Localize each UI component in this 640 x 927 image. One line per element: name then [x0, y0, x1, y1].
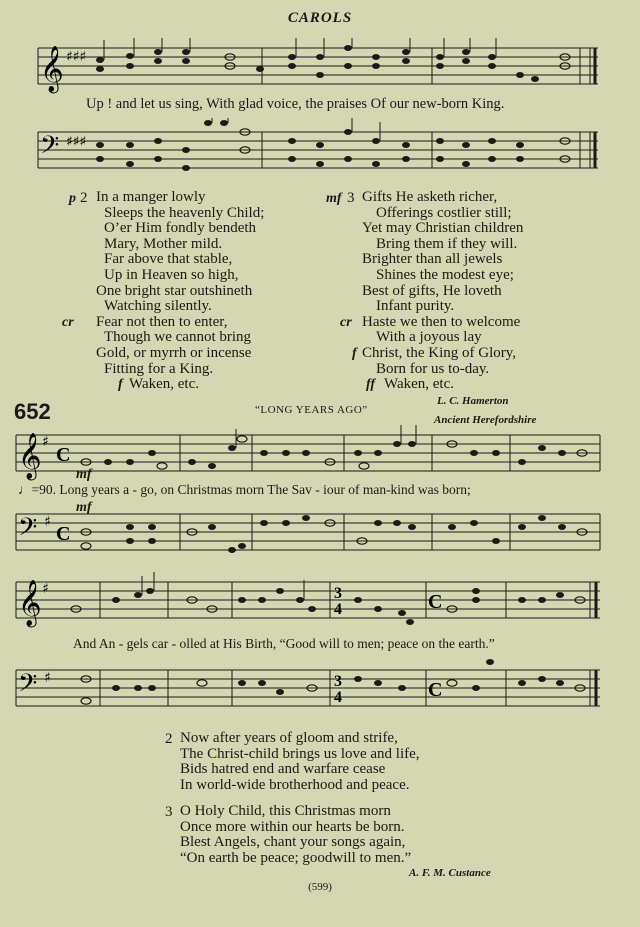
carol1-author: L. C. Hamerton [437, 395, 509, 407]
svg-text:♯: ♯ [42, 434, 49, 450]
stanza2-cr-marker: cr [62, 315, 74, 330]
stanza2-f-marker: f [118, 377, 123, 392]
tune-source: Ancient Herefordshire [434, 414, 537, 426]
verse-line: The Christ-child brings us love and life, [180, 745, 420, 762]
svg-text:𝄢: 𝄢 [18, 513, 38, 548]
verse-line: O’er Him fondly bendeth [104, 220, 257, 237]
svg-text:𝄞: 𝄞 [18, 433, 42, 479]
verse-line: O Holy Child, this Christmas morn [180, 803, 391, 819]
hymn652-lyric-line1 [18, 482, 471, 498]
verse-line: Christ, the King of Glory, [362, 344, 517, 361]
treble-dynamic: mf [76, 467, 92, 482]
stanza3-dynamic: mf [326, 191, 342, 206]
verse-line: “On earth be peace; goodwill to men.” [180, 849, 412, 866]
stanza3-cr-marker: cr [340, 315, 352, 330]
hymn652-system2-bass-staff [12, 654, 602, 718]
verse-line: In world-wide brotherhood and peace. [180, 776, 410, 793]
page-number: (599) [308, 881, 332, 893]
verse-line: Far above that stable, [104, 251, 233, 268]
svg-text:C: C [56, 444, 71, 466]
svg-text:𝄞: 𝄞 [18, 580, 42, 626]
verse-line: Once more within our hearts be born. [180, 818, 405, 835]
lyric-text: Long years a - go, on Christmas morn The Sav - iour of man-kind was born; [59, 482, 471, 497]
svg-text:𝄢: 𝄢 [40, 131, 60, 166]
verse-line: Up in Heaven so high, [104, 266, 239, 283]
verse-line: In a manger lowly [96, 189, 206, 205]
verse-line: Brighter than all jewels [362, 251, 503, 268]
hymn652-system2-treble-staff [12, 572, 602, 634]
carol1-treble-staff [30, 38, 600, 98]
svg-text:C: C [428, 679, 443, 701]
svg-text:♯♯♯: ♯♯♯ [66, 49, 87, 65]
hymn652-stanza2 [180, 731, 420, 793]
verse-line: Infant purity. [376, 298, 455, 315]
hymn652-author: A. F. M. Custance [409, 867, 491, 879]
stanza2-verse [96, 190, 264, 393]
verse-line: Though we cannot bring [104, 329, 252, 346]
tempo-mark: ♩=90. [18, 482, 56, 497]
stanza3-f-marker: f [352, 346, 357, 361]
stanza3-ff-marker: ff [366, 377, 376, 392]
bass-dynamic: mf [76, 500, 92, 515]
verse-line: Gifts He asketh richer, [362, 189, 498, 205]
verse-line: Blest Angels, chant your songs again, [180, 834, 406, 851]
stanza3-number: 3 [347, 190, 355, 206]
verse-line: One bright star outshineth [96, 282, 253, 299]
verse-line: Shines the modest eye; [376, 266, 514, 283]
svg-text:𝄞: 𝄞 [40, 46, 64, 92]
verse-line: Offerings costlier still; [376, 204, 512, 221]
verse-line: Best of gifts, He loveth [362, 282, 502, 299]
stanza3-verse [362, 190, 523, 393]
svg-text:C: C [428, 591, 443, 613]
svg-text:♯: ♯ [42, 581, 49, 597]
svg-text:♯: ♯ [44, 670, 51, 686]
carol1-bass-staff [30, 118, 600, 180]
verse-line: Haste we then to welcome [362, 313, 521, 330]
verse-line: Bring them if they will. [376, 235, 518, 252]
verse-line: Waken, etc. [129, 376, 200, 393]
stanza2-number: 2 [80, 190, 88, 206]
svg-text:♯: ♯ [44, 514, 51, 530]
hymn652-system1-treble-staff [12, 425, 602, 483]
verse-line: Fear not then to enter, [96, 313, 228, 330]
hymn-number: 652 [14, 399, 51, 424]
svg-text:♯♯♯: ♯♯♯ [66, 134, 87, 150]
svg-text:3: 3 [334, 585, 342, 602]
hymn652-stanza3 [180, 804, 411, 866]
verse-line: Gold, or myrrh or incense [96, 344, 252, 361]
verse-line: Now after years of gloom and strife, [180, 730, 398, 746]
verse-line: Yet may Christian children [362, 220, 524, 237]
hymn652-system1-bass-staff [12, 500, 602, 560]
hymn652-stanza2-number: 2 [165, 731, 173, 747]
verse-line: Bids hatred end and warfare cease [180, 761, 386, 778]
verse-line: Fitting for a King. [104, 360, 214, 377]
stanza2-dynamic: p [69, 191, 76, 206]
svg-text:4: 4 [334, 689, 342, 706]
carol1-refrain-lyric: Up ! and let us sing, With glad voice, the praises Of our new-born King. [86, 96, 505, 112]
svg-text:4: 4 [334, 601, 342, 618]
verse-line: Mary, Mother mild. [104, 235, 223, 252]
verse-line: Born for us to-day. [376, 360, 490, 377]
verse-line: Waken, etc. [384, 376, 455, 393]
verse-line: Watching silently. [104, 298, 212, 315]
tune-name: “LONG YEARS AGO” [255, 404, 368, 416]
verse-line: Sleeps the heavenly Child; [104, 204, 265, 221]
running-head: CAROLS [287, 10, 353, 26]
svg-text:3: 3 [334, 673, 342, 690]
hymn652-stanza3-number: 3 [165, 804, 173, 820]
svg-text:C: C [56, 523, 71, 545]
hymn652-lyric-line2: And An - gels car - olled at His Birth, “Good will to men; peace on the earth.” [73, 636, 495, 651]
verse-line: With a joyous lay [376, 329, 482, 346]
svg-text:𝄢: 𝄢 [18, 669, 38, 704]
